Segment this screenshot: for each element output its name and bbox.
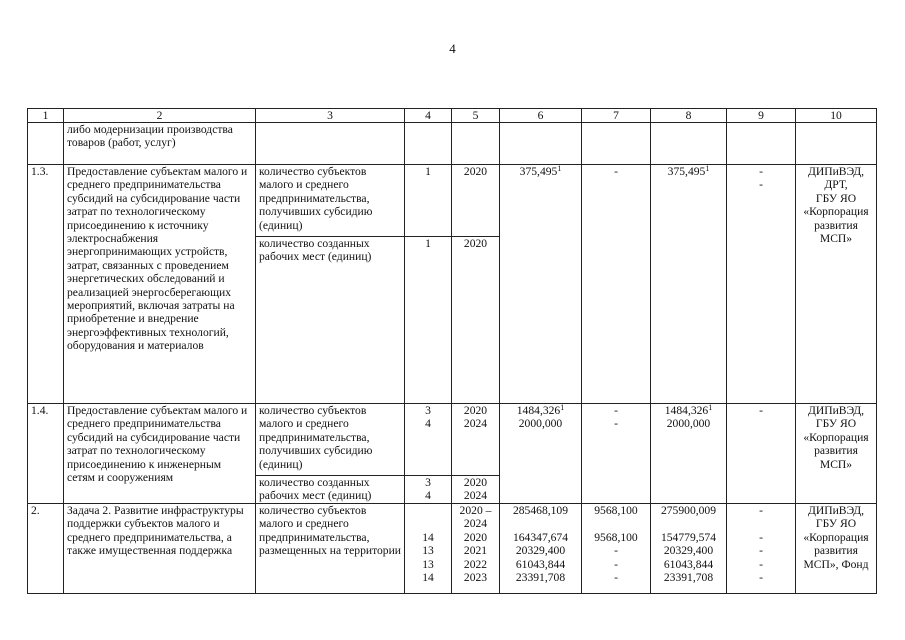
amount-regional: 375,495$^1$ xyxy=(651,165,727,404)
table-row xyxy=(28,165,877,237)
row-number: 1.4. xyxy=(28,404,64,504)
indicator-value: 1 xyxy=(405,237,452,404)
indicator-cell: количество субъектов малого и среднего предпринимательства, размещенных на территории xyxy=(256,504,405,594)
indicator-year: 2020 2024 xyxy=(452,404,500,476)
description-cell: Предоставление субъектам малого и среднего предпринимательства субсидий на субсидирование части затрат по технологическому присоединению к источнику электроснабжения энергопринимающих устройств, затрат, связанных с проведением энергетических обследований и реализацией энергосберегающих мероприятий, включая затраты на приобретение и внедрение энергоэффективных технологий, оборудования и материалов xyxy=(64,165,256,404)
indicator-cell: количество субъектов малого и среднего предпринимательства, получивших субсидию (единиц) xyxy=(256,165,405,237)
continuation-row xyxy=(28,123,877,165)
amount-total: 375,495$^1$ xyxy=(500,165,582,404)
executors-cell: ДИПиВЭД, ДРТ, ГБУ ЯО «Корпорация развития МСП» xyxy=(796,165,877,404)
amount-other: - xyxy=(727,404,796,504)
amount-total: 1484,326$^1$ 2000,000 xyxy=(500,404,582,504)
indicator-year: 2020 xyxy=(452,165,500,237)
row-number: 1.3. xyxy=(28,165,64,404)
header-cell: 8 xyxy=(651,109,727,123)
header-cell: 5 xyxy=(452,109,500,123)
header-row xyxy=(28,109,877,123)
amount-other: - - - - - xyxy=(727,504,796,594)
indicator-year: 2020 xyxy=(452,237,500,404)
amount-regional: 1484,326$^1$ 2000,000 xyxy=(651,404,727,504)
description-cell: Задача 2. Развитие инфраструктуры поддержки субъектов малого и среднего предпринимательства, а также имущественная поддержка xyxy=(64,504,256,594)
amount-regional: 275900,009 154779,574 20329,400 61043,844 23391,708 xyxy=(651,504,727,594)
indicator-cell: количество созданных рабочих мест (единиц) xyxy=(256,237,405,404)
program-table xyxy=(27,108,877,594)
amount-federal: - - xyxy=(582,404,651,504)
description-cell: либо модернизации производства товаров (работ, услуг) xyxy=(64,123,256,165)
indicator-value: 3 4 xyxy=(405,476,452,504)
header-cell: 9 xyxy=(727,109,796,123)
header-cell: 3 xyxy=(256,109,405,123)
description-cell: Предоставление субъектам малого и среднего предпринимательства субсидий на субсидирование части затрат по технологическому присоединению к инженерным сетям и сооружениям xyxy=(64,404,256,504)
indicator-value: 14 13 13 14 xyxy=(405,504,452,594)
indicator-value: 1 xyxy=(405,165,452,237)
amount-other: - - xyxy=(727,165,796,404)
amount-total: 285468,109 164347,674 20329,400 61043,844 23391,708 xyxy=(500,504,582,594)
header-cell: 6 xyxy=(500,109,582,123)
header-cell: 1 xyxy=(28,109,64,123)
header-cell: 10 xyxy=(796,109,877,123)
amount-federal: 9568,100 9568,100 - - - xyxy=(582,504,651,594)
indicator-year: 2020 2024 xyxy=(452,476,500,504)
page-number: 4 xyxy=(449,41,456,56)
indicator-value: 3 4 xyxy=(405,404,452,476)
header-cell: 4 xyxy=(405,109,452,123)
row-number: 2. xyxy=(28,504,64,594)
header-cell: 2 xyxy=(64,109,256,123)
header-cell: 7 xyxy=(582,109,651,123)
indicator-year: 2020 – 2024 2020 2021 2022 2023 xyxy=(452,504,500,594)
table-row xyxy=(28,504,877,594)
executors-cell: ДИПиВЭД, ГБУ ЯО «Корпорация развития МСП» xyxy=(796,404,877,504)
amount-federal: - xyxy=(582,165,651,404)
executors-cell: ДИПиВЭД, ГБУ ЯО «Корпорация развития МСП», Фонд xyxy=(796,504,877,594)
indicator-cell: количество созданных рабочих мест (единиц) xyxy=(256,476,405,504)
table-row xyxy=(28,404,877,476)
indicator-cell: количество субъектов малого и среднего предпринимательства, получивших субсидию (единиц) xyxy=(256,404,405,476)
